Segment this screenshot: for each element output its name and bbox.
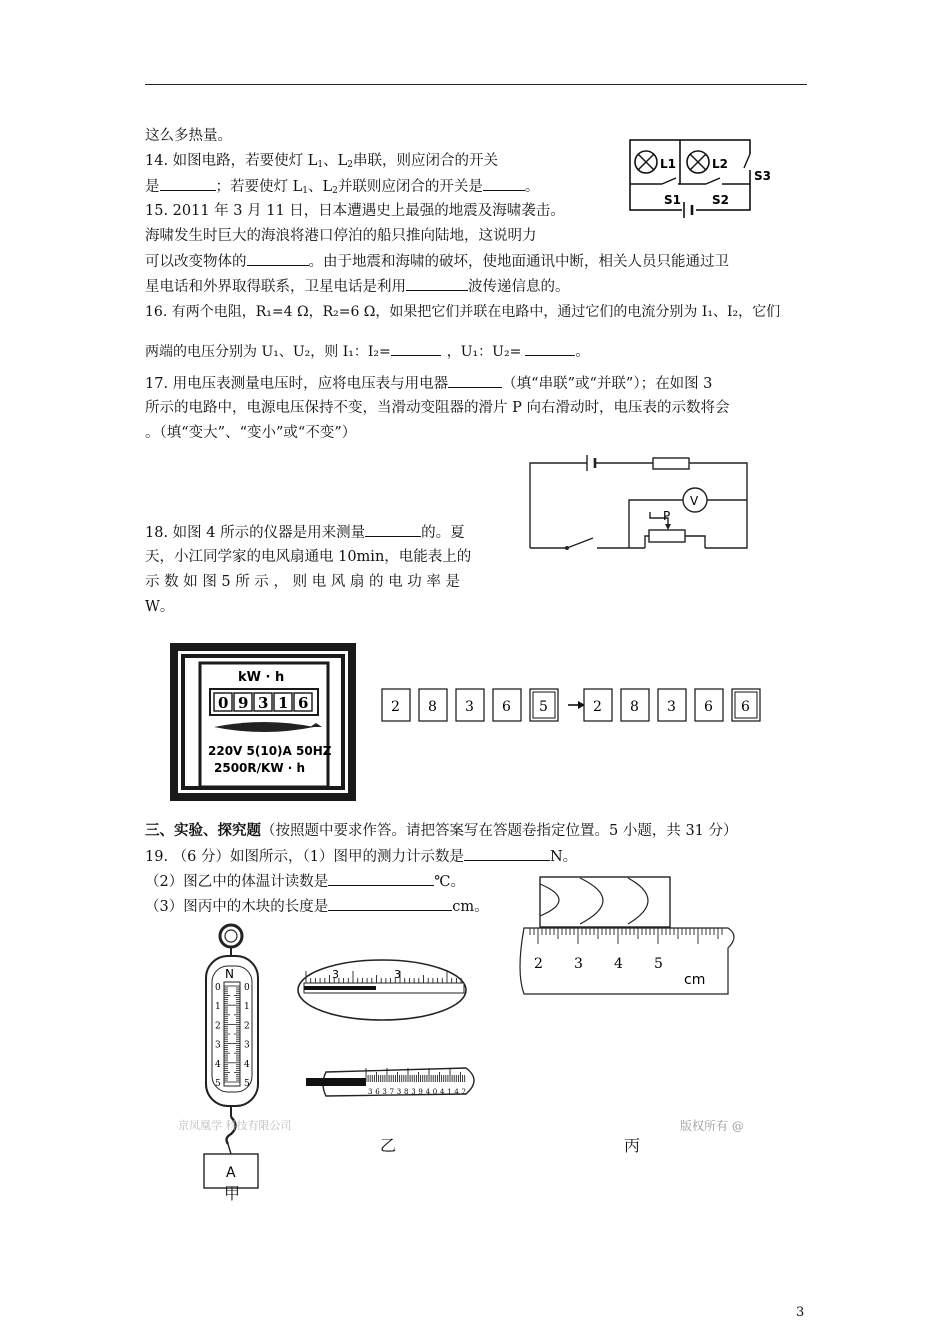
answer-blank[interactable] (406, 276, 468, 291)
meter-digit: 0 (218, 694, 229, 712)
reading-digit: 3 (667, 699, 676, 715)
ruler-label: 5 (654, 956, 663, 972)
therm-label: 3 (396, 1088, 402, 1096)
lamp-l1-icon (635, 151, 657, 173)
therm-label: 1 (447, 1088, 452, 1096)
page-number: 3 (796, 1305, 805, 1320)
answer-blank[interactable] (247, 251, 309, 266)
scale-label: 3 (244, 1040, 250, 1051)
therm-label: 3 (368, 1088, 373, 1096)
meter-digit: 3 (258, 694, 269, 712)
scale-label: 1 (244, 1002, 250, 1013)
question-15-line2: 海啸发生时巨大的海浪将港口停泊的船只推向陆地，这说明力 (145, 228, 537, 244)
question-18-line1: 18. 如图 4 所示的仪器是用来测量 的。夏 (145, 522, 465, 543)
meter-digit: 9 (238, 694, 249, 712)
therm-label: 8 (404, 1088, 409, 1096)
scale-label: 2 (244, 1021, 250, 1032)
circuit-diagram-17 (525, 450, 755, 558)
answer-blank[interactable] (464, 846, 550, 861)
ruler-unit: cm (684, 972, 706, 988)
meter-reading-figure (380, 685, 766, 725)
answer-blank[interactable] (391, 341, 441, 356)
answer-blank[interactable] (525, 341, 575, 356)
voltmeter-label: V (690, 494, 699, 508)
reading-digit: 6 (704, 699, 713, 715)
magnified-mark: 3 (332, 968, 339, 981)
question-15-line4: 星电话和外界取得联系，卫星电话是利用 波传递信息的。 (145, 276, 570, 297)
question-17-line2: 所示的电路中，电源电压保持不变，当滑动变阻器的滑片 P 向右滑动时，电压表的示数将会 (145, 400, 730, 416)
wood-block (540, 877, 670, 927)
reading-digit: 2 (391, 699, 400, 715)
ruler-label: 2 (534, 956, 543, 972)
therm-label: 9 (418, 1088, 423, 1096)
scale-label: 0 (244, 983, 250, 993)
meter-unit: kW · h (238, 670, 285, 685)
therm-label: 0 (432, 1088, 438, 1096)
reading-digit: 8 (428, 699, 437, 715)
block-label: A (226, 1165, 236, 1181)
question-19-line1: 19. （6 分）如图所示，（1）图甲的测力计示数是 N。 (145, 846, 577, 867)
electric-meter-figure (170, 643, 356, 801)
question-17-line3: 。（填“变大”、“变小”或“不变”） (145, 425, 357, 441)
question-17-line1: 17. 用电压表测量电压时，应将电压表与用电器 （填“串联”或“并联”）；在如图 3 (145, 373, 712, 394)
meter-spec-2: 2500R/KW · h (214, 761, 306, 775)
scale-label: 3 (215, 1040, 221, 1051)
meter-digit: 6 (298, 694, 309, 712)
therm-label: 2 (461, 1088, 467, 1096)
spring-scale-unit: N (225, 967, 234, 981)
circuit-diagram-14 (622, 132, 772, 222)
scale-label: 0 (215, 983, 221, 993)
therm-label: 6 (375, 1088, 380, 1096)
label-s2: S2 (712, 193, 729, 207)
scale-label: 5 (244, 1079, 250, 1089)
scale-label: 2 (215, 1021, 221, 1032)
question-19-line2: （2）图乙中的体温计读数是 ℃。 (145, 871, 465, 892)
question-16-line2: 两端的电压分别为 U₁、U₂，则 I₁：I₂= ，U₁：U₂= 。 (145, 341, 589, 362)
section-3-heading: 三、实验、探究题（按照题中要求作答。请把答案写在答题卷指定位置。5 小题，共 31 分） (145, 822, 738, 839)
reading-digit: 2 (593, 699, 602, 715)
scale-label: 4 (244, 1059, 250, 1070)
slider-label: P (663, 509, 671, 523)
answer-blank[interactable] (328, 896, 452, 911)
reading-digit: 6 (741, 699, 750, 715)
answer-blank[interactable] (483, 176, 525, 191)
answer-blank[interactable] (328, 871, 434, 886)
ruler-figure (518, 876, 748, 1036)
meter-spec-1: 220V 5(10)A 50HZ (208, 744, 332, 758)
question-19-line3: （3）图丙中的木块的长度是 cm。 (145, 896, 489, 917)
answer-blank[interactable] (160, 176, 216, 191)
caption-bing: 丙 (624, 1136, 641, 1155)
thermometer-figure (296, 956, 482, 1124)
question-18-line2: 天，小江同学家的电风扇通电 10min，电能表上的 (145, 549, 472, 565)
scale-label: 5 (215, 1079, 221, 1089)
therm-label: 4 (454, 1088, 459, 1096)
label-l2: L2 (712, 157, 728, 171)
reading-digit: 5 (539, 699, 548, 715)
meter-digit: 1 (278, 694, 289, 712)
slider-arrow-icon (665, 524, 671, 530)
reading-digit: 8 (630, 699, 639, 715)
spring-scale-figure (198, 922, 278, 1212)
reading-digit: 6 (502, 699, 511, 715)
scale-label: 1 (215, 1002, 221, 1013)
question-18-line4: W。 (145, 599, 175, 615)
question-14-line1: 14. 如图电路，若要使灯 $L_1$、$L_2$串联，则应闭合的开关 (145, 153, 499, 170)
label-s3: S3 (754, 169, 771, 183)
caption-jia: 甲 (224, 1184, 241, 1203)
watermark: 京凤凰学 科技有限公司 (178, 1119, 292, 1132)
answer-blank[interactable] (365, 522, 421, 537)
question-15-line3: 可以改变物体的 。由于地震和海啸的破坏，使地面通讯中断，相关人员只能通过卫 (145, 251, 729, 272)
scale-label: 4 (215, 1059, 221, 1070)
question-18-line3: 示 数 如 图 5 所 示 ， 则 电 风 扇 的 电 功 率 是 (145, 574, 460, 590)
label-l1: L1 (660, 157, 676, 171)
therm-label: 3 (382, 1088, 387, 1096)
magnified-mark: 3 (394, 968, 401, 981)
therm-label: 3 (411, 1088, 416, 1096)
ruler-label: 4 (614, 956, 623, 972)
label-s1: S1 (664, 193, 681, 207)
reading-digit: 3 (465, 699, 474, 715)
question-16-line1: 16. 有两个电阻，R₁=4 Ω，R₂=6 Ω，如果把它们并联在电路中，通过它们的电流分别为 I₁、I₂，它们 (145, 304, 781, 320)
answer-blank[interactable] (448, 373, 502, 388)
therm-label: 4 (425, 1088, 431, 1096)
therm-label: 4 (440, 1088, 445, 1096)
watermark: 版权所有 @ (680, 1119, 744, 1133)
lamp-l2-icon (687, 151, 709, 173)
header-rule (145, 84, 807, 85)
ruler-label: 3 (574, 956, 583, 972)
question-14-line2: 是 ；若要使灯 $L_1$、$L_2$并联则应闭合的开关是 。 (145, 176, 539, 201)
question-15-line1: 15. 2011 年 3 月 11 日，日本遭遇史上最强的地震及海啸袭击。 (145, 203, 565, 219)
text-line: 这么多热量。 (145, 128, 232, 144)
therm-label: 7 (389, 1088, 395, 1096)
caption-yi: 乙 (380, 1136, 397, 1155)
